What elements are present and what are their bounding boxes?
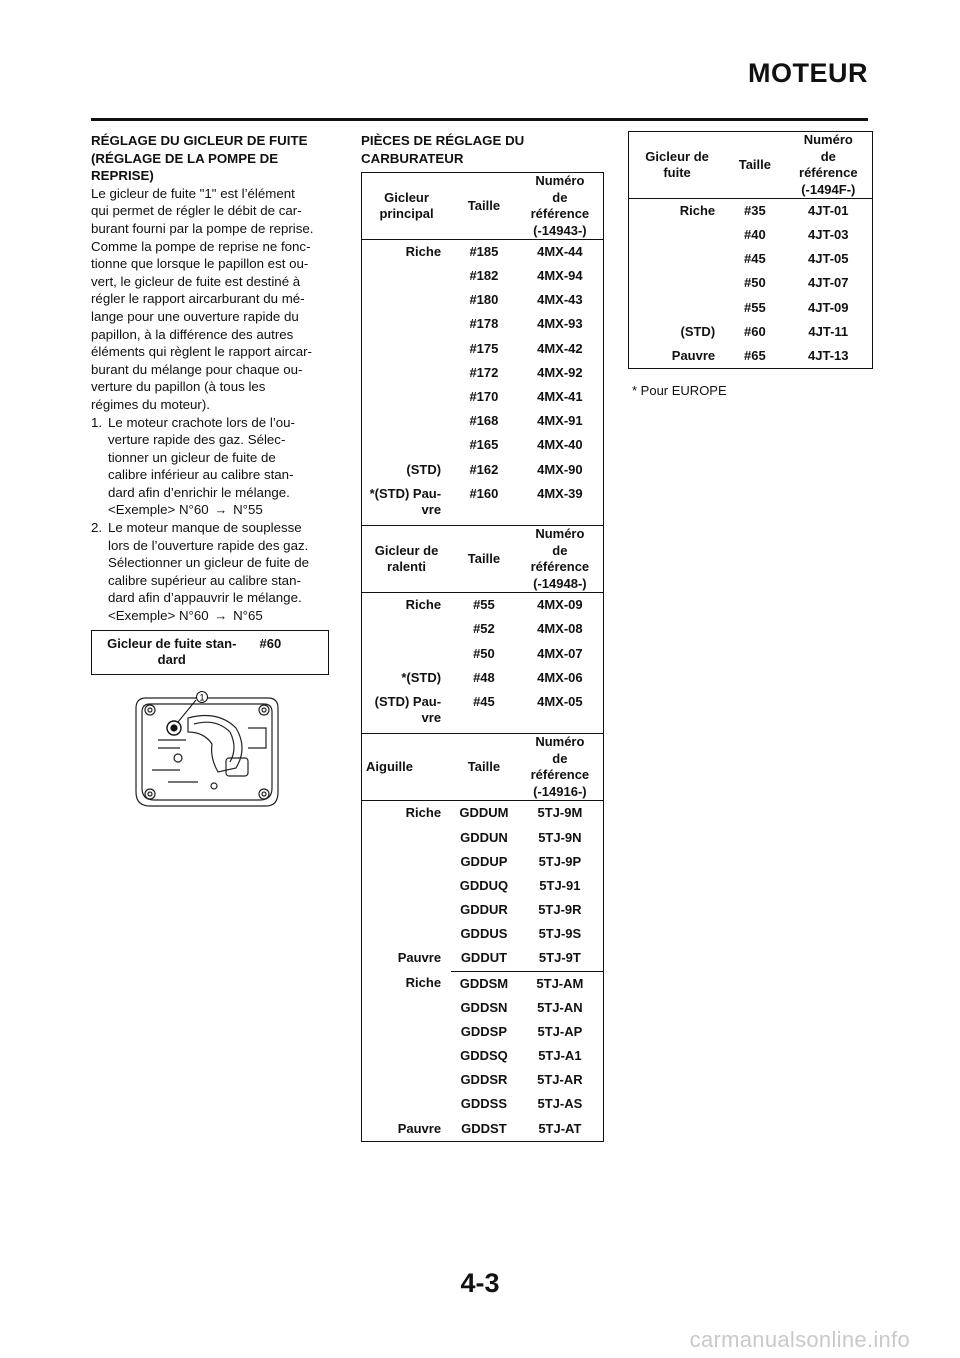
row-ref: 4MX-91: [537, 413, 583, 429]
drain-hole: [211, 783, 217, 789]
row-label: [362, 617, 451, 641]
screw-hole: [145, 789, 155, 799]
row-label: [362, 361, 451, 385]
row-size: #48: [473, 669, 495, 685]
row-label: (STD): [406, 461, 442, 477]
table-row: [629, 344, 872, 368]
standard-leak-jet-table: [91, 630, 329, 675]
header-line: Gicleur de: [374, 542, 439, 558]
pilot-jet-group: [362, 526, 603, 734]
row-label: *(STD): [401, 669, 442, 685]
example-result: N°65: [233, 608, 263, 624]
heading-line: REPRISE): [91, 168, 154, 184]
table-row: [362, 801, 603, 826]
table-row: [362, 850, 603, 874]
row-ref: 4MX-92: [537, 364, 583, 380]
row-size: #50: [473, 645, 495, 661]
screw-hole: [259, 705, 269, 715]
row-label: Riche: [405, 244, 442, 259]
row-label: [362, 1068, 451, 1092]
row-label: [362, 288, 451, 312]
paragraph-line: tionne que lorsque le papillon est ou-: [91, 256, 309, 272]
row-label: Riche: [405, 805, 442, 821]
header-line: Numéro: [535, 734, 585, 750]
leak-jet-group: [629, 132, 872, 368]
row-ref: 4MX-90: [537, 461, 583, 477]
header-line: de: [552, 542, 568, 558]
paragraph-line: régler le rapport aircarburant du mé-: [91, 291, 305, 307]
row-size: #178: [469, 316, 499, 332]
header-cell: [785, 132, 872, 199]
row-ref: 4MX-44: [537, 244, 583, 259]
paragraph-line: qui permet de régler le débit de car-: [91, 203, 302, 219]
row-ref: 4JT-07: [808, 275, 849, 291]
paragraph-line: papillon, à la différence des autres: [91, 326, 294, 342]
screw-hole: [259, 789, 269, 799]
row-ref: 5TJ-AR: [537, 1072, 583, 1088]
header-cell: Taille: [451, 526, 517, 593]
step-line: Sélectionner un gicleur de fuite de: [108, 555, 310, 571]
header-line: référence: [530, 767, 590, 783]
header-cell: Taille: [451, 173, 517, 240]
header-line: de: [820, 148, 836, 164]
row-label: Riche: [405, 597, 442, 613]
row-ref: 5TJ-9S: [538, 926, 582, 942]
row-ref: 4MX-40: [537, 437, 583, 453]
header-cell: [629, 132, 725, 199]
table-row: [362, 617, 603, 641]
header-cell: [362, 526, 451, 593]
header-line: (-14948-): [533, 575, 587, 591]
header-line: (-14943-): [533, 222, 587, 238]
heading-line: CARBURATEUR: [361, 150, 464, 166]
bowl-inner-outline: [142, 704, 272, 800]
table-row: [362, 385, 603, 409]
table-row: [362, 946, 603, 971]
drain-hole: [174, 754, 182, 762]
row-label: Pauvre: [397, 1120, 442, 1136]
row-label: [362, 385, 451, 409]
row-ref: 5TJ-9R: [538, 902, 582, 918]
row-size: GDDUS: [460, 926, 508, 942]
row-size: #60: [744, 323, 766, 339]
paragraph-line: verture du papillon (à tous les: [91, 379, 266, 395]
standard-label: [92, 631, 252, 675]
row-ref: 4JT-03: [808, 227, 849, 243]
row-label: [362, 922, 451, 946]
row-size: #160: [469, 485, 499, 501]
screw-hole: [262, 708, 266, 712]
step-line: Le moteur crachote lors de l’ou-: [108, 414, 295, 430]
header-cell: [362, 173, 451, 240]
row-size: #65: [744, 348, 766, 364]
row-size: #55: [744, 299, 766, 315]
row-ref: 5TJ-9T: [538, 950, 581, 966]
row-label: (STD): [680, 323, 716, 339]
table-row: [362, 874, 603, 898]
needle-header: [362, 734, 603, 801]
leak-jet-heading: [91, 132, 339, 185]
screw-hole: [148, 708, 152, 712]
leak-jet-icon: [170, 724, 177, 731]
step-line: calibre inférieur au calibre stan-: [108, 467, 294, 483]
pilot-jet-header: [362, 526, 603, 593]
carburetor-parts-heading: [361, 132, 524, 167]
row-size: #45: [473, 693, 495, 709]
header-line: référence: [530, 206, 590, 221]
arrow-icon: →: [214, 608, 228, 624]
row-ref: 4MX-41: [537, 389, 583, 405]
example-label: <Exemple> N°60: [108, 608, 209, 624]
section-title: MOTEUR: [748, 58, 868, 88]
header-cell: [517, 173, 603, 240]
row-ref: 4MX-94: [537, 268, 583, 284]
standard-label-line: Gicleur de fuite stan-: [107, 636, 237, 651]
table-row: [362, 666, 603, 690]
main-jet-header: [362, 173, 603, 240]
row-size: #162: [469, 461, 499, 477]
table-row: [629, 199, 872, 224]
table-row: [362, 1020, 603, 1044]
header-line: principal: [379, 206, 434, 221]
row-size: GDDST: [461, 1120, 507, 1136]
table-row: [362, 593, 603, 618]
step-item: [91, 414, 339, 520]
header-line: Gicleur: [384, 189, 429, 205]
row-ref: 4MX-09: [537, 597, 583, 613]
header-line: (-14916-): [533, 783, 587, 799]
table-row: [362, 1117, 603, 1141]
row-ref: 5TJ-9P: [538, 853, 582, 869]
paragraph-line: éléments qui règlent le rapport aircar-: [91, 344, 312, 360]
row-label: (STD) Pau- vre: [374, 693, 442, 726]
paragraph-line: vert, le gicleur de fuite est destiné à: [91, 273, 301, 289]
intro-paragraph: [91, 185, 339, 414]
row-label: [362, 996, 451, 1020]
arrow-icon: →: [214, 502, 228, 518]
row-size: GDDSS: [460, 1096, 508, 1112]
step-line: calibre supérieur au calibre stan-: [108, 572, 301, 588]
row-ref: 5TJ-AS: [537, 1096, 583, 1112]
row-ref: 5TJ-9N: [538, 829, 582, 845]
table-row: [362, 898, 603, 922]
standard-value: #60: [259, 636, 282, 651]
row-ref: 5TJ-A1: [538, 1048, 582, 1064]
table-row: [362, 1068, 603, 1092]
row-ref: 4MX-07: [537, 645, 583, 661]
row-size: GDDSP: [460, 1023, 508, 1039]
float-pin-boss: [248, 728, 266, 748]
bowl-outline: [136, 698, 278, 806]
row-size: #185: [469, 244, 499, 259]
row-size: #55: [473, 597, 495, 613]
step-example: [108, 607, 339, 625]
carburetor-settings-table: [361, 172, 604, 1142]
carburetor-float-bowl-illustration: [128, 688, 286, 812]
step-line: Le moteur manque de souplesse: [108, 520, 302, 536]
header-line: de: [552, 189, 568, 205]
table-row: [629, 223, 872, 247]
header-line: Numéro: [535, 526, 585, 542]
header-line: référence: [530, 559, 590, 575]
heading-line: (RÉGLAGE DE LA POMPE DE: [91, 150, 279, 166]
row-size: #168: [469, 413, 499, 429]
row-label: [362, 826, 451, 850]
leak-jet-instructions: [91, 132, 339, 625]
step-line: tionner un gicleur de fuite de: [108, 449, 276, 465]
row-ref: 4MX-93: [537, 316, 583, 332]
chamber-wall: [194, 722, 234, 762]
row-ref: 4JT-13: [808, 348, 849, 364]
header-cell: [517, 526, 603, 593]
header-line: Aiguille: [366, 759, 413, 775]
page-number: 4-3: [460, 1268, 500, 1298]
row-ref: 5TJ-AN: [537, 999, 583, 1015]
table-row: [362, 361, 603, 385]
step-example: [108, 501, 339, 519]
row-size: #40: [744, 227, 766, 243]
step-number: 2.: [91, 520, 103, 536]
row-size: GDDSN: [460, 999, 508, 1015]
header-line: fuite: [663, 165, 691, 180]
step-item: [91, 519, 339, 625]
row-size: #172: [469, 364, 499, 380]
row-label: [629, 296, 725, 320]
row-label: [362, 1092, 451, 1116]
table-row: [362, 337, 603, 361]
row-size: GDDUN: [460, 829, 508, 845]
header-cell: [362, 734, 451, 801]
row-size: #182: [469, 268, 499, 284]
row-size: GDDSR: [460, 1072, 508, 1088]
table-row: [629, 271, 872, 295]
row-ref: 4MX-42: [537, 340, 583, 356]
row-label: [362, 433, 451, 457]
row-label: Pauvre: [397, 950, 442, 966]
row-ref: 5TJ-91: [539, 877, 581, 893]
table-row: [362, 288, 603, 312]
row-ref: 5TJ-AT: [538, 1120, 582, 1136]
row-size: #180: [469, 292, 499, 308]
row-size: #45: [744, 251, 766, 267]
row-size: GDDUP: [460, 853, 508, 869]
header-line: Numéro: [535, 173, 585, 188]
header-line: référence: [799, 165, 858, 180]
europe-footnote: * Pour EUROPE: [632, 383, 727, 398]
example-label: <Exemple> N°60: [108, 502, 209, 518]
table-row: [362, 264, 603, 288]
screw-hole: [148, 792, 152, 796]
row-label: [362, 874, 451, 898]
leak-jet-table: [628, 131, 873, 369]
callout-number: 1: [199, 692, 205, 703]
row-size: #165: [469, 437, 499, 453]
row-ref: 5TJ-AM: [517, 971, 603, 996]
site-watermark: carmanualsonline.info: [689, 1327, 910, 1352]
row-label: [362, 409, 451, 433]
header-cell: Taille: [451, 734, 517, 801]
paragraph-line: Comme la pompe de reprise ne fonc-: [91, 238, 311, 254]
row-label: Pauvre: [671, 348, 716, 364]
row-label: [629, 271, 725, 295]
row-ref: 4MX-05: [537, 693, 583, 709]
row-ref: 4JT-01: [808, 203, 849, 218]
row-ref: 5TJ-AP: [537, 1023, 583, 1039]
row-ref: 4MX-08: [537, 621, 583, 637]
table-row: [629, 247, 872, 271]
row-size: GDDUT: [460, 950, 508, 966]
needle-group-b: [362, 971, 603, 1141]
row-size: GDDUM: [459, 805, 509, 821]
header-line: (-1494F-): [801, 181, 856, 197]
table-row: [362, 312, 603, 336]
leak-jet-header: [629, 132, 872, 199]
standard-label-line: dard: [157, 652, 186, 667]
leader-line: [178, 700, 196, 722]
table-row: [362, 482, 603, 526]
table-row: [362, 922, 603, 946]
main-jet-group: [362, 173, 603, 526]
table-row: [362, 826, 603, 850]
row-ref: 4JT-11: [808, 323, 849, 339]
step-line: dard afin d’appauvrir le mélange.: [108, 590, 302, 606]
header-cell: Taille: [725, 132, 784, 199]
header-rule: [91, 118, 868, 121]
screw-hole: [262, 792, 266, 796]
header-line: Numéro: [803, 132, 853, 147]
table-row: [362, 458, 603, 482]
header-line: Gicleur de: [645, 148, 709, 164]
row-size: GDDSQ: [460, 1048, 508, 1064]
needle-group: [362, 734, 603, 971]
row-size: #35: [744, 203, 766, 218]
row-size: #52: [473, 621, 495, 637]
row-size: #170: [469, 389, 499, 405]
row-size: GDDSM: [451, 971, 517, 996]
adjustment-steps: [91, 414, 339, 625]
table-row: [629, 320, 872, 344]
row-ref: 4MX-43: [537, 292, 583, 308]
table-row: [362, 240, 603, 265]
row-label: [362, 1020, 451, 1044]
table-row: [362, 433, 603, 457]
example-result: N°55: [233, 502, 263, 518]
row-label: [629, 247, 725, 271]
table-row: [362, 690, 603, 734]
paragraph-line: Le gicleur de fuite "1" est l’élément: [91, 185, 295, 201]
row-label: [362, 898, 451, 922]
heading-line: PIÈCES DE RÉGLAGE DU: [361, 133, 525, 148]
screw-hole: [145, 705, 155, 715]
step-line: lors de l’ouverture rapide des gaz.: [108, 537, 309, 553]
row-label: Riche: [679, 203, 716, 218]
header-cell: [517, 734, 603, 801]
row-size: GDDUQ: [459, 877, 509, 893]
step-number: 1.: [91, 414, 103, 430]
heading-line: RÉGLAGE DU GICLEUR DE FUITE: [91, 133, 308, 148]
header-line: ralenti: [387, 559, 427, 575]
row-size: GDDUR: [460, 902, 508, 918]
row-ref: 4JT-05: [808, 251, 849, 267]
table-row: [362, 409, 603, 433]
table-row: [629, 296, 872, 320]
paragraph-line: burant fourni par la pompe de reprise.: [91, 220, 314, 236]
table-row: [362, 1044, 603, 1068]
row-label: [362, 264, 451, 288]
header-line: de: [552, 750, 568, 766]
paragraph-line: régimes du moteur).: [91, 396, 210, 412]
row-ref: 4MX-06: [537, 669, 583, 685]
row-label: Riche: [405, 975, 442, 991]
step-line: verture rapide des gaz. Sélec-: [108, 432, 286, 448]
row-ref: 4JT-09: [808, 299, 849, 315]
row-label: *(STD) Pau- vre: [369, 485, 442, 518]
paragraph-line: burant du mélange pour chaque ou-: [91, 361, 303, 377]
row-size: #175: [469, 340, 499, 356]
row-label: [629, 223, 725, 247]
paragraph-line: lange pour une ouverture rapide du: [91, 308, 299, 324]
row-ref: 4MX-39: [537, 485, 583, 501]
row-ref: 5TJ-9M: [537, 805, 583, 821]
table-row: [362, 1092, 603, 1116]
row-size: #50: [744, 275, 766, 291]
row-label: [362, 850, 451, 874]
row-label: [362, 312, 451, 336]
table-row: [362, 996, 603, 1020]
table-row: [362, 642, 603, 666]
row-label: [362, 1044, 451, 1068]
table-row: [362, 971, 603, 996]
step-line: dard afin d’enrichir le mélange.: [108, 484, 290, 500]
row-label: [362, 642, 451, 666]
row-label: [362, 337, 451, 361]
